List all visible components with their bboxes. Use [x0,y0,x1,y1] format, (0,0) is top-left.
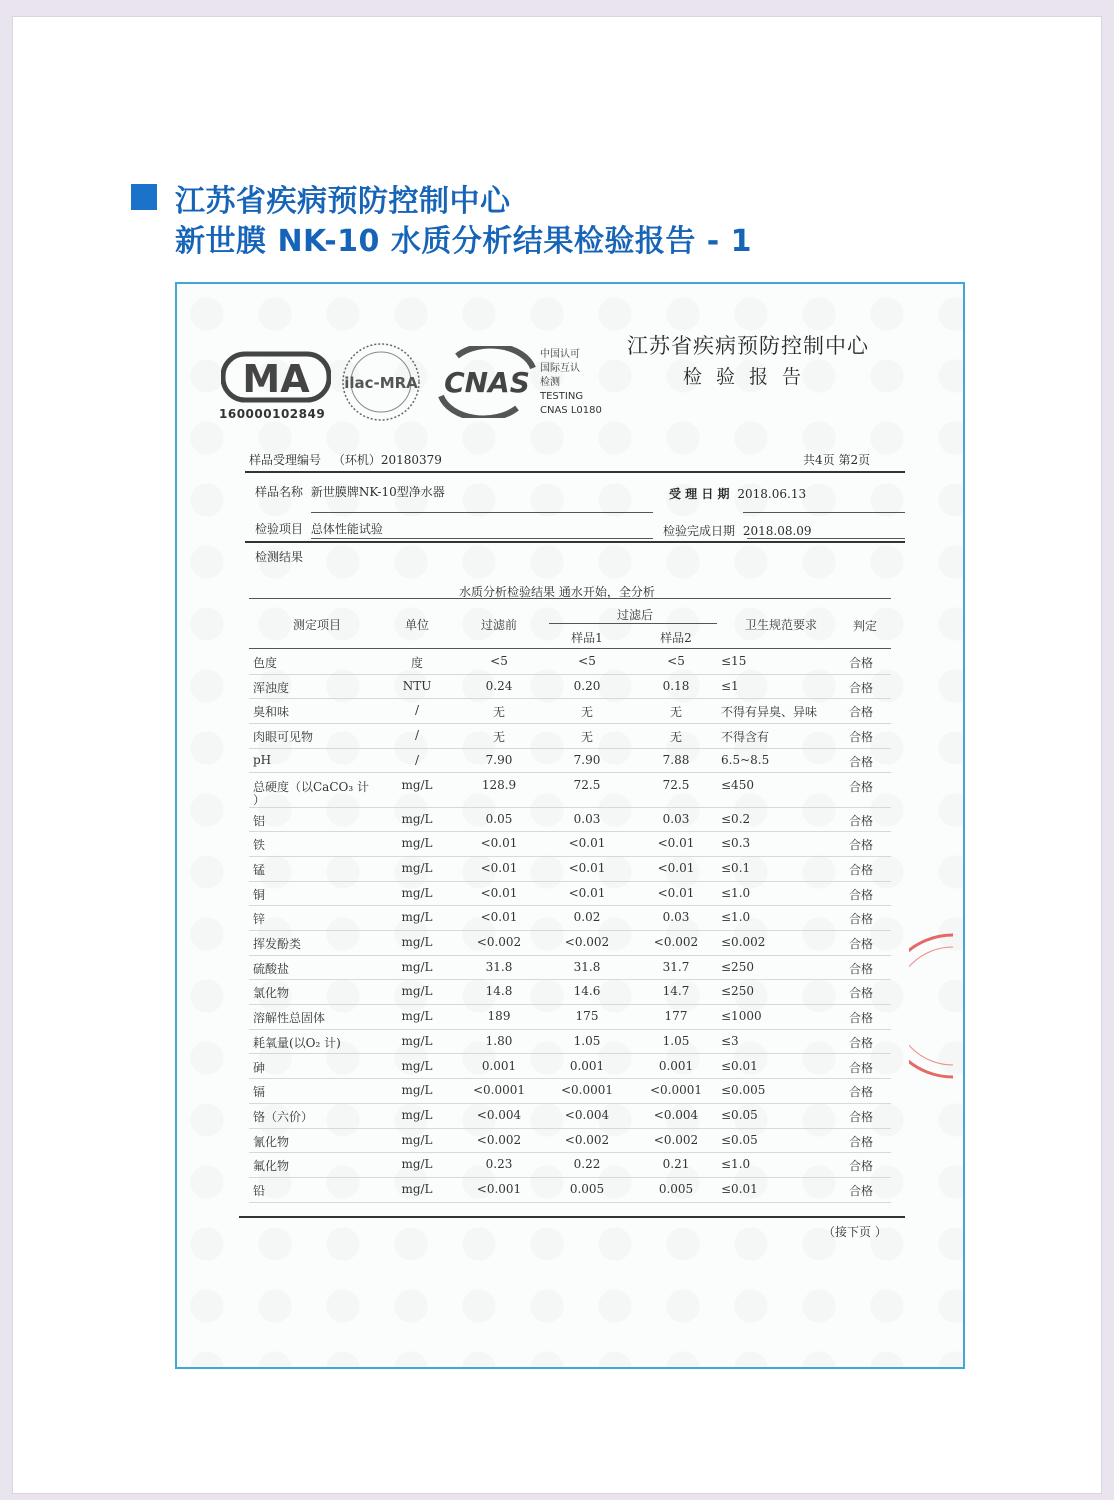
cell-pre: 0.23 [485,1157,513,1172]
cell-item: 铁 [253,838,266,853]
cell-unit: 度 [410,656,423,670]
cell-sample1: <0.01 [568,860,606,875]
cell-item: 锌 [253,912,266,927]
test-item-label: 检验项目 [255,522,304,536]
cell-pre: 189 [487,1009,511,1024]
cell-judgement: 合格 [849,730,874,745]
cell-unit: / [414,703,420,718]
table-caption: 水质分析检验结果 通水开始，全分析 [459,585,655,599]
col-header-item: 测定项目 [292,618,341,632]
cell-unit: mg/L [401,1107,433,1122]
cell-unit: mg/L [401,959,433,974]
cell-pre: <5 [490,654,508,668]
cell-pre: <0.002 [476,935,522,949]
ma-certificate-number: 160000102849 [219,407,326,421]
cell-sample2: 0.03 [662,811,690,826]
cell-requirement: ≤0.005 [721,1083,766,1098]
cell-unit: NTU [402,678,432,693]
cell-item: 砷 [253,1060,266,1075]
cell-pre: 无 [492,705,505,720]
test-item-value: 总体性能试验 [310,522,383,536]
table-row [249,1005,891,1030]
cell-sample2: 72.5 [662,777,690,792]
cell-unit: mg/L [401,935,433,949]
table-row [249,956,891,981]
cell-pre: <0.01 [480,885,518,900]
cell-sample1: <0.002 [564,935,610,949]
cell-judgement: 合格 [849,1085,874,1100]
cell-requirement: ≤0.1 [721,860,751,875]
cell-sample2: 无 [669,730,682,745]
ilac-logo-text: ilac-MRA [344,374,418,392]
receive-date-value: 2018.06.13 [737,487,807,501]
sample-no-label: 样品受理编号 [249,453,322,467]
cell-judgement: 合格 [849,961,874,976]
cnas-info-line: 中国认可 [540,349,580,360]
table-row [249,906,891,931]
cell-requirement: ≤0.01 [721,1058,758,1073]
table-row [249,808,891,833]
cell-item: 肉眼可见物 [253,730,314,745]
results-label: 检测结果 [255,550,304,564]
test-item-underline [311,538,653,539]
table-row [249,980,891,1005]
cell-item: 铝 [253,813,266,828]
cell-pre: 31.8 [485,959,513,974]
complete-date-label: 检验完成日期 [663,524,736,538]
cell-requirement: ≤250 [721,959,754,974]
sample-name-row [255,483,445,500]
cell-unit: mg/L [401,984,433,999]
receive-date-row [669,485,806,502]
cell-unit: mg/L [401,910,433,925]
cell-unit: mg/L [401,1182,433,1196]
cell-item: 浑浊度 [253,680,290,695]
cell-item: 镉 [253,1085,266,1100]
cell-sample2: 无 [669,705,682,720]
cell-sample1: 无 [580,705,593,720]
cnas-logo [437,346,537,418]
cell-item: 臭和味 [253,705,290,720]
table-row [249,1129,891,1154]
cell-pre: <0.01 [480,836,518,851]
table-row [249,832,891,857]
cell-pre: 0.05 [485,811,513,826]
cell-requirement: ≤0.2 [721,811,751,826]
cell-sample1: <5 [578,654,596,668]
table-row [249,1153,891,1178]
complete-date-value: 2018.08.09 [742,524,812,538]
cell-item: 氰化物 [253,1134,290,1149]
table-row [249,650,891,675]
cell-judgement: 合格 [849,986,874,1001]
cell-sample1: 0.03 [573,811,601,826]
cell-unit: mg/L [401,836,433,851]
cell-item: 铬（六价） [253,1109,314,1124]
col-header-requirement: 卫生规范要求 [744,618,817,632]
cell-judgement: 合格 [849,1159,874,1174]
sample-name-underline [311,512,653,513]
cell-sample1: <0.002 [564,1132,610,1147]
cell-item: 铅 [253,1184,266,1198]
cell-pre: 14.8 [485,984,513,999]
cell-requirement: 不得有异臭、异味 [721,705,818,720]
cell-sample1: 1.05 [573,1033,601,1048]
cell-item: 色度 [253,656,278,670]
cell-pre: <0.001 [476,1182,522,1196]
cell-sample1: 0.001 [569,1058,605,1073]
ilac-mra-logo [341,340,421,424]
cell-judgement: 合格 [849,656,874,670]
cell-judgement: 合格 [849,1011,874,1026]
cell-sample1: 175 [575,1009,599,1024]
cnas-accreditation-info [540,348,602,418]
cell-sample1: 无 [580,730,593,745]
cell-sample2: 0.005 [658,1182,694,1196]
cell-sample2: 177 [664,1009,688,1024]
cell-requirement: ≤450 [721,777,754,792]
cell-requirement: ≤15 [721,654,747,668]
cell-requirement: ≤0.3 [721,836,751,851]
cell-judgement: 合格 [849,912,874,927]
cell-judgement: 合格 [849,862,874,877]
cell-unit: mg/L [401,1157,433,1172]
cell-unit: mg/L [401,860,433,875]
cell-requirement: ≤1.0 [721,1157,751,1172]
cell-judgement: 合格 [849,779,874,794]
cell-unit: mg/L [401,1058,433,1073]
table-row [249,699,891,724]
cell-pre: <0.004 [476,1107,522,1122]
report-org-name: 江苏省疾病预防控制中心 [627,334,869,358]
cell-pre: <0.0001 [472,1083,526,1098]
col-header-sample1: 样品1 [571,631,603,645]
cnas-info-line: 国际互认 [540,363,580,374]
cell-judgement: 合格 [849,838,874,853]
cell-unit: mg/L [401,811,433,826]
cell-judgement: 合格 [849,1060,874,1075]
cell-sample2: <0.004 [653,1107,699,1122]
cell-pre: <0.01 [480,860,518,875]
cell-sample1: <0.01 [568,885,606,900]
cell-judgement: 合格 [849,680,874,695]
table-row [249,882,891,907]
cell-sample1: <0.004 [564,1107,610,1122]
complete-date-row [663,522,812,539]
cell-sample2: <0.01 [657,860,695,875]
cell-sample2: <0.002 [653,935,699,949]
cell-requirement: ≤0.05 [721,1107,758,1122]
cell-requirement: ≤0.01 [721,1182,758,1196]
col-header-sample2: 样品2 [660,631,692,645]
cell-requirement: 6.5~8.5 [721,752,770,767]
cell-judgement: 合格 [849,705,874,720]
cell-judgement: 合格 [849,937,874,951]
cell-judgement: 合格 [849,887,874,902]
test-item-row [255,520,383,537]
cell-item: 溶解性总固体 [253,1011,326,1026]
cell-pre: 无 [492,730,505,745]
heading-marker-square [131,184,157,210]
cell-item: 氯化物 [253,986,290,1001]
table-row [249,931,891,956]
cell-requirement: ≤1.0 [721,910,751,925]
table-top-rule [249,598,891,599]
cell-item: 挥发酚类 [253,937,302,951]
table-row [249,1079,891,1104]
table-row [249,857,891,882]
cell-sample1: 0.02 [573,910,601,925]
cell-sample2: <0.01 [657,836,695,851]
ma-logo [221,348,331,406]
cell-requirement: ≤0.05 [721,1132,758,1147]
cell-pre: 128.9 [481,777,517,792]
table-row [249,1030,891,1055]
cell-requirement: ≤1000 [721,1009,762,1024]
table-bottom-rule [239,1216,905,1218]
cell-sample1: 7.90 [573,752,601,767]
cell-pre: 1.80 [485,1033,513,1048]
cell-item: 铜 [253,887,266,902]
page-canvas [12,16,1102,1494]
col-header-unit: 单位 [404,618,429,632]
sample-no-row [249,451,442,468]
cell-requirement: 不得含有 [721,730,770,745]
cnas-info-line: CNAS L0180 [540,405,602,416]
cell-unit: mg/L [401,1033,433,1048]
cnas-info-line: 检测 [540,377,560,388]
cell-pre: <0.01 [480,910,518,925]
row-divider [249,1202,891,1203]
table-row [249,724,891,749]
table-row [249,749,891,774]
cell-sample2: 31.7 [662,959,690,974]
col-header-judgement: 判定 [852,619,877,633]
cnas-logo-text: CNAS [444,366,530,399]
cell-judgement: 合格 [849,1184,874,1198]
cell-sample1: 0.005 [569,1182,605,1196]
cell-item: 总硬度（以CaCO₃ 计 [253,779,369,794]
heading-organization: 江苏省疾病预防控制中心 [175,184,511,219]
cell-sample2: 0.03 [662,910,690,925]
table-row [249,675,891,700]
post-header-rule [549,623,717,624]
cell-judgement: 合格 [849,1109,874,1124]
cell-sample2: 0.001 [658,1058,694,1073]
col-header-pre: 过滤前 [480,618,517,632]
receive-date-underline [743,512,905,513]
cell-pre: 0.001 [481,1058,517,1073]
cell-sample2: 0.21 [662,1157,690,1172]
cell-requirement: ≤1.0 [721,885,751,900]
heading-report-title: 新世膜 NK-10 水质分析结果检验报告 - 1 [175,224,753,259]
cell-unit: mg/L [401,1132,433,1147]
cell-unit: / [414,752,420,767]
cell-sample1: 0.20 [573,678,601,693]
cell-item: pH [253,752,272,767]
cell-unit: / [414,728,420,743]
cell-requirement: ≤250 [721,984,754,999]
cell-item: 氟化物 [253,1159,290,1174]
cell-unit: mg/L [401,885,433,900]
cell-item: 耗氧量(以O₂ 计) [253,1035,341,1050]
meta-rule [245,541,905,543]
ma-logo-text: MA [242,357,310,401]
official-seal [909,931,953,1081]
sample-name-value: 新世膜牌NK-10型净水器 [310,485,445,499]
cell-sample1: 72.5 [573,777,601,792]
table-row [249,774,891,808]
cell-item: 锰 [253,862,266,877]
report-doc-title: 检验报告 [683,366,816,388]
cell-pre: 7.90 [485,752,513,767]
cell-sample2: <0.01 [657,885,695,900]
cell-sample2: 1.05 [662,1033,690,1048]
table-row [249,1055,891,1080]
cell-judgement: 合格 [849,813,874,828]
cell-requirement: ≤3 [721,1033,739,1048]
cell-unit: mg/L [401,1083,433,1098]
cell-requirement: ≤0.002 [721,935,766,949]
table-row [249,1178,891,1203]
cell-sample2: 0.18 [662,678,690,693]
cell-sample1: 31.8 [573,959,601,974]
cell-judgement: 合格 [849,1035,874,1050]
cell-sample1: 0.22 [573,1157,601,1172]
cnas-info-line: TESTING [540,391,584,402]
cell-unit: mg/L [401,1009,433,1024]
report-scan [175,282,965,1369]
cell-judgement: 合格 [849,754,874,769]
sample-no-value: （环机）20180379 [332,453,442,467]
cell-judgement: 合格 [849,1134,874,1149]
cell-requirement: ≤1 [721,678,739,693]
page-info: 共4页 第2页 [803,453,871,467]
continued-note: （接下页 ） [823,1225,887,1239]
cell-sample2: 7.88 [662,752,690,767]
cell-item-continuation: ） [253,792,266,807]
table-row [249,1104,891,1129]
sample-name-label: 样品名称 [255,485,304,499]
table-header-rule [249,648,891,649]
cell-item: 硫酸盐 [253,961,290,976]
cell-sample1: <0.0001 [560,1083,614,1098]
cell-sample2: 14.7 [662,984,690,999]
cell-sample2: <5 [667,654,685,668]
cell-sample1: 14.6 [573,984,601,999]
cell-pre: 0.24 [485,678,513,693]
header-rule [245,471,905,473]
cell-unit: mg/L [401,777,433,792]
receive-date-label: 受 理 日 期 [669,487,730,501]
cell-sample2: <0.0001 [649,1083,703,1098]
complete-date-underline [747,538,905,539]
cell-sample1: <0.01 [568,836,606,851]
cell-pre: <0.002 [476,1132,522,1147]
cell-sample2: <0.002 [653,1132,699,1147]
col-header-post: 过滤后 [616,608,653,622]
